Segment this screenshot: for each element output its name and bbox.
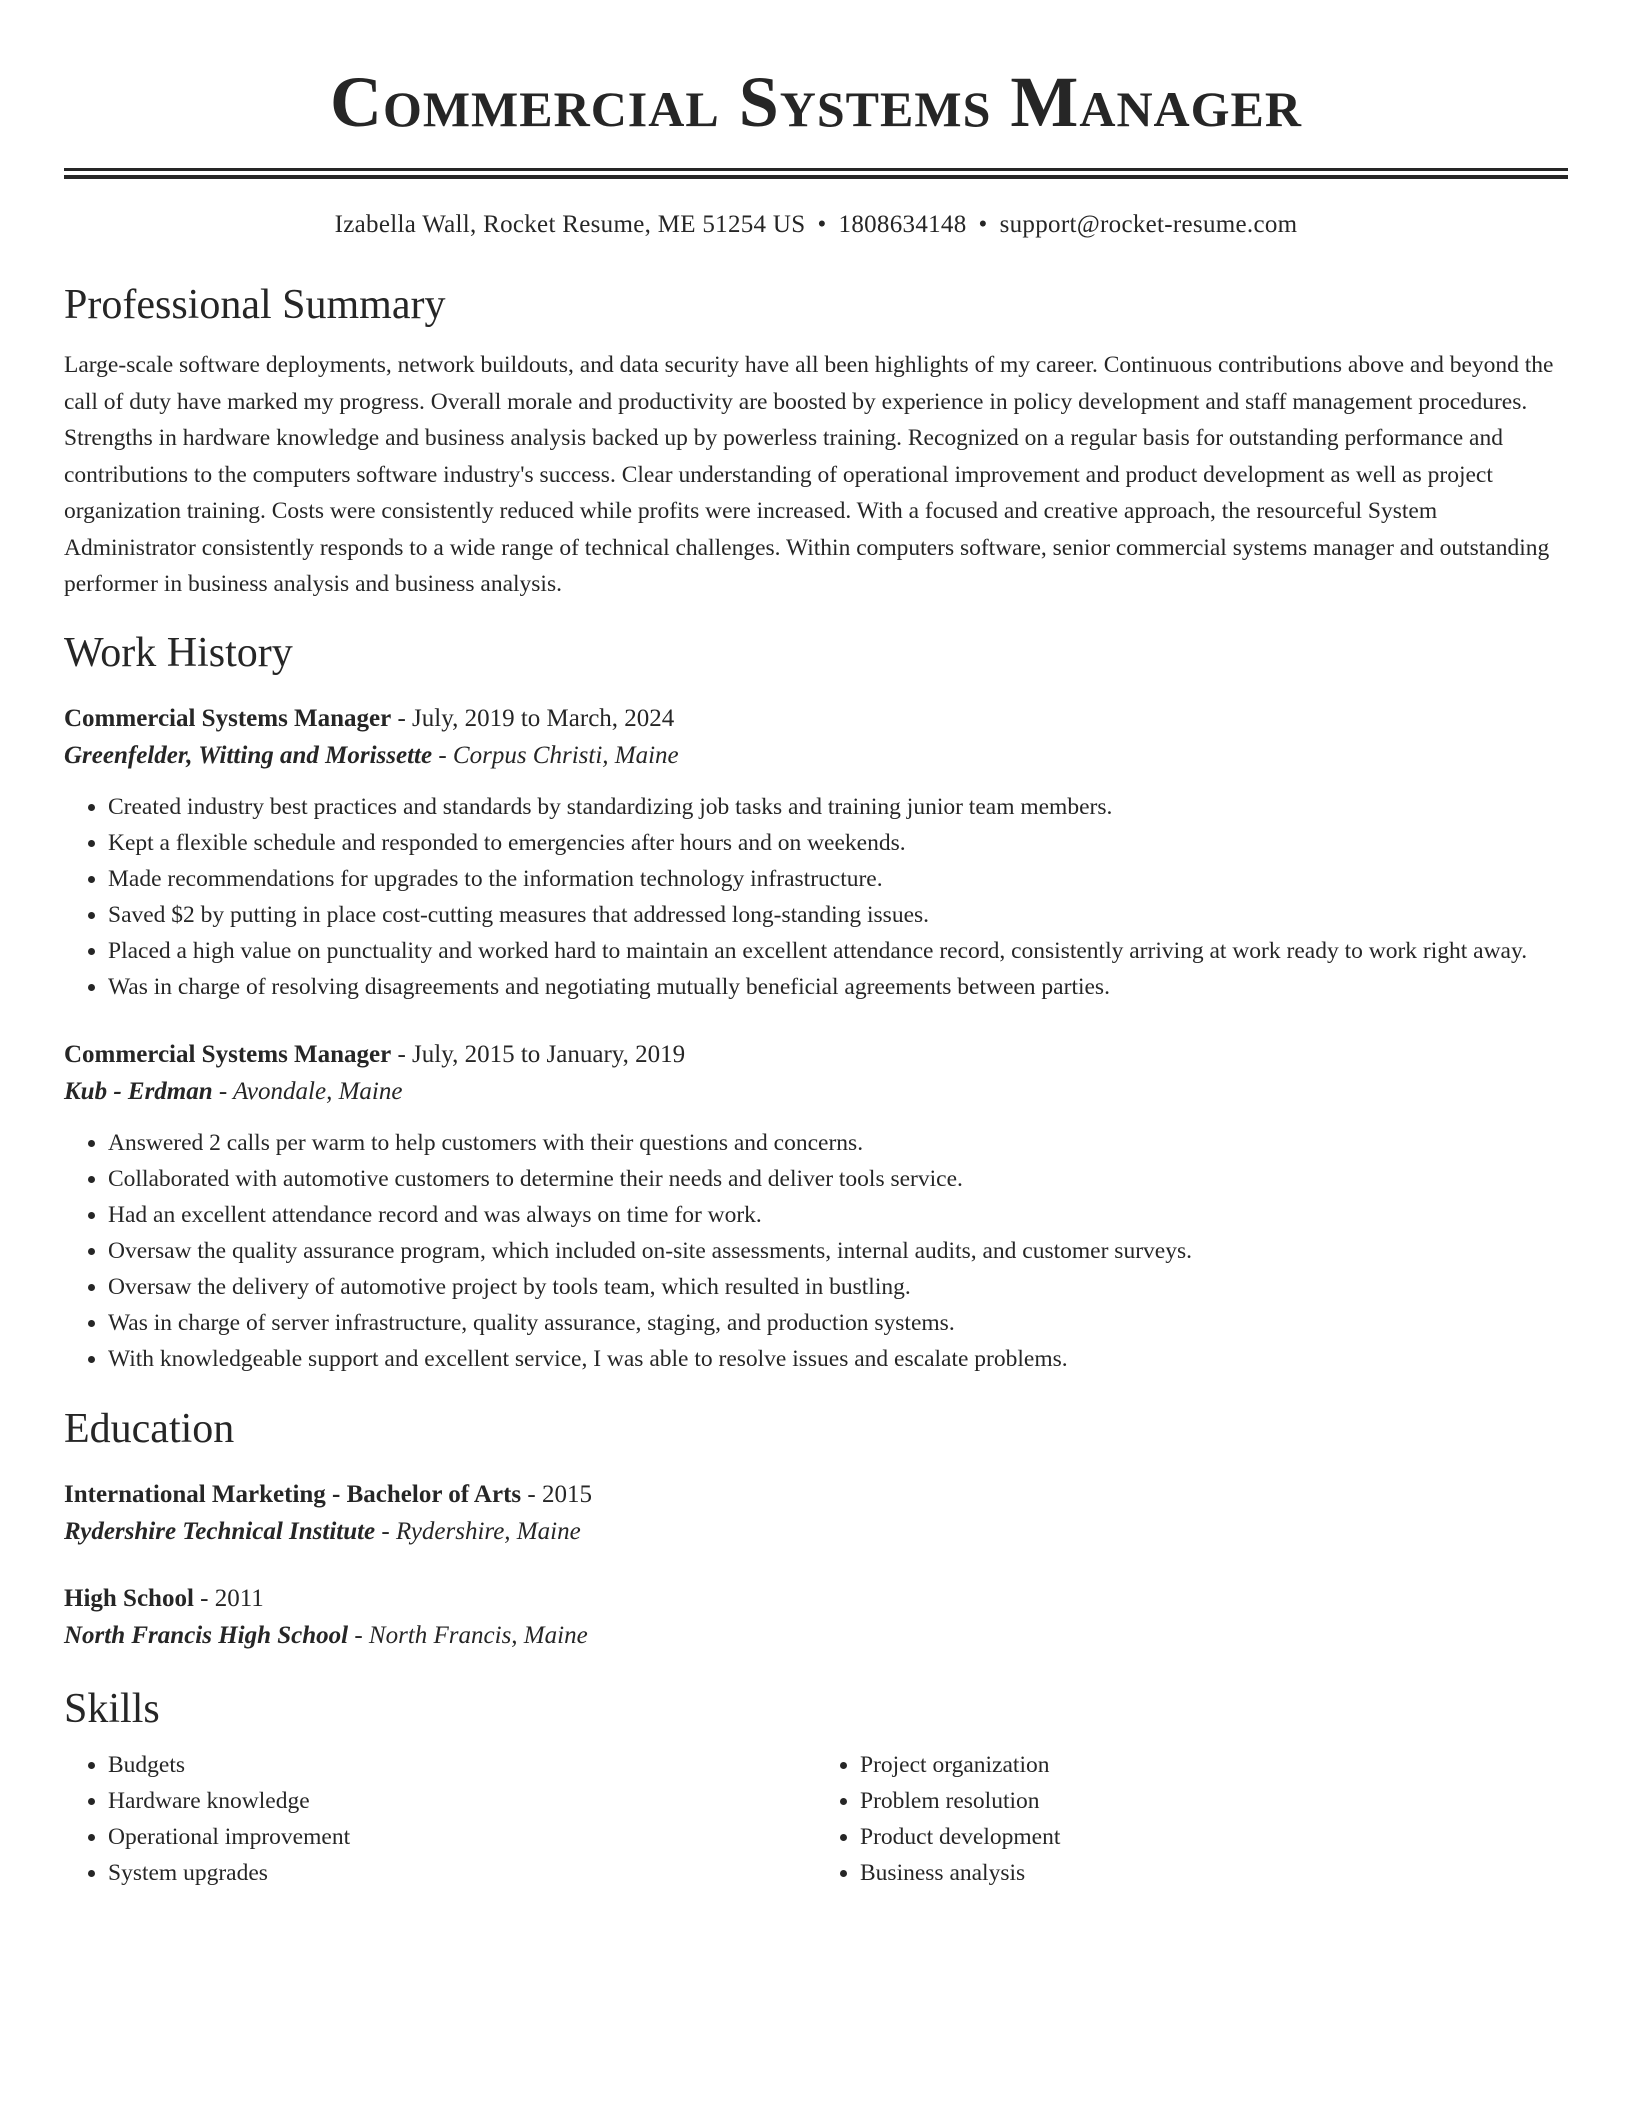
contact-separator: •	[817, 211, 827, 238]
job-bullets	[64, 1125, 1568, 1377]
job-bullet: • Had an excellent attendance record and was always on time for work.	[108, 1197, 1568, 1233]
job-title-line	[64, 701, 1568, 737]
job-bullet: • Collaborated with automotive customers to determine their needs and deliver tools service.	[108, 1161, 1568, 1197]
job-bullet: • With knowledgeable support and excellent service, I was able to resolve issues and escalate problems.	[108, 1341, 1568, 1377]
degree-year: - 2015	[521, 1480, 592, 1508]
skill-item: • Business analysis	[860, 1855, 1568, 1891]
school-name: Rydershire Technical Institute	[64, 1517, 376, 1545]
school-line	[64, 1513, 1568, 1551]
skill-item: • Product development	[860, 1819, 1568, 1855]
degree-name: High School	[64, 1584, 194, 1612]
degree-name: International Marketing - Bachelor of Arts	[64, 1480, 522, 1508]
employer-line	[64, 1073, 1568, 1111]
summary-section	[64, 279, 1568, 603]
job-bullet: • Kept a flexible schedule and responded to emergencies after hours and on weekends.	[108, 825, 1568, 861]
job-bullets	[64, 789, 1568, 1005]
job-bullet: • Created industry best practices and standards by standardizing job tasks and training junior team members.	[108, 789, 1568, 825]
degree-line	[64, 1581, 1568, 1617]
education-heading: Education	[64, 1405, 235, 1452]
job-bullet: • Made recommendations for upgrades to the information technology infrastructure.	[108, 861, 1568, 897]
job-bullet: • Was in charge of resolving disagreements and negotiating mutually beneficial agreements between parties.	[108, 969, 1568, 1005]
contact-line	[64, 209, 1568, 241]
degree-year: - 2011	[193, 1584, 264, 1612]
work-history-section	[64, 627, 1568, 1377]
job-bullet: • Oversaw the delivery of automotive project by tools team, which resulted in bustling.	[108, 1269, 1568, 1305]
education-section	[64, 1403, 1568, 1655]
skill-item: • System upgrades	[108, 1855, 816, 1891]
school-name: North Francis High School	[64, 1621, 349, 1649]
skill-item: • Problem resolution	[860, 1783, 1568, 1819]
skill-item: • Project organization	[860, 1747, 1568, 1783]
resume-title: Commercial Systems Manager	[329, 62, 1303, 142]
job-dates: - July, 2019 to March, 2024	[391, 704, 675, 732]
skills-heading: Skills	[64, 1685, 160, 1732]
skills-list-right	[816, 1747, 1568, 1891]
employer-location: - Corpus Christi, Maine	[432, 741, 679, 769]
contact-separator: •	[978, 211, 988, 238]
summary-text: Large-scale software deployments, network buildouts, and data security have all been highlights of my career. Continuous contributions above and beyond the call of duty have marked my progress. Overall morale and productivity are boosted by experience in policy development and staff management procedures. Strengths in hardware knowledge and business analysis backed up by powerless training. Recognized on a regular basis for outstanding performance and contributions to the computers software industry's success. Clear understanding of operational improvement and product development as well as project organization training. Costs were consistently reduced while profits were increased. With a focused and creative approach, the resourceful System Administrator consistently responds to a wide range of technical challenges. Within computers software, senior commercial systems manager and outstanding performer in business analysis and business analysis.	[64, 352, 1554, 597]
contact-phone: 1808634148	[838, 211, 967, 238]
skills-columns	[64, 1747, 1568, 1891]
contact-email: support@rocket-resume.com	[999, 211, 1298, 238]
employer-name: Kub - Erdman	[64, 1077, 213, 1105]
job-bullet: • Answered 2 calls per warm to help customers with their questions and concerns.	[108, 1125, 1568, 1161]
education-entry	[64, 1477, 1568, 1551]
job-bullet: • Saved $2 by putting in place cost-cutting measures that addressed long-standing issues.	[108, 897, 1568, 933]
skill-item: • Budgets	[108, 1747, 816, 1783]
degree-line	[64, 1477, 1568, 1513]
job-bullet: • Was in charge of server infrastructure, quality assurance, staging, and production systems.	[108, 1305, 1568, 1341]
title-divider	[64, 168, 1568, 179]
job-title: Commercial Systems Manager	[64, 1040, 392, 1068]
job-dates: - July, 2015 to January, 2019	[391, 1040, 686, 1068]
education-entry	[64, 1581, 1568, 1655]
school-location: - North Francis, Maine	[348, 1621, 588, 1649]
work-history-heading: Work History	[64, 629, 293, 676]
skills-section	[64, 1683, 1568, 1891]
school-line	[64, 1617, 1568, 1655]
job-bullet: • Placed a high value on punctuality and worked hard to maintain an excellent attendance record, consistently arriving at work ready to work right away.	[108, 933, 1568, 969]
job-entry	[64, 701, 1568, 1005]
contact-address: Izabella Wall, Rocket Resume, ME 51254 US	[334, 211, 806, 238]
skills-list-left	[64, 1747, 816, 1891]
skill-item: • Hardware knowledge	[108, 1783, 816, 1819]
job-title: Commercial Systems Manager	[64, 704, 392, 732]
job-entry	[64, 1037, 1568, 1377]
employer-line	[64, 737, 1568, 775]
job-bullet: • Oversaw the quality assurance program, which included on-site assessments, internal audits, and customer surveys.	[108, 1233, 1568, 1269]
summary-heading: Professional Summary	[64, 282, 446, 328]
employer-name: Greenfelder, Witting and Morissette	[64, 741, 433, 769]
skill-item: • Operational improvement	[108, 1819, 816, 1855]
employer-location: - Avondale, Maine	[212, 1077, 403, 1105]
job-title-line	[64, 1037, 1568, 1073]
school-location: - Rydershire, Maine	[375, 1517, 581, 1545]
